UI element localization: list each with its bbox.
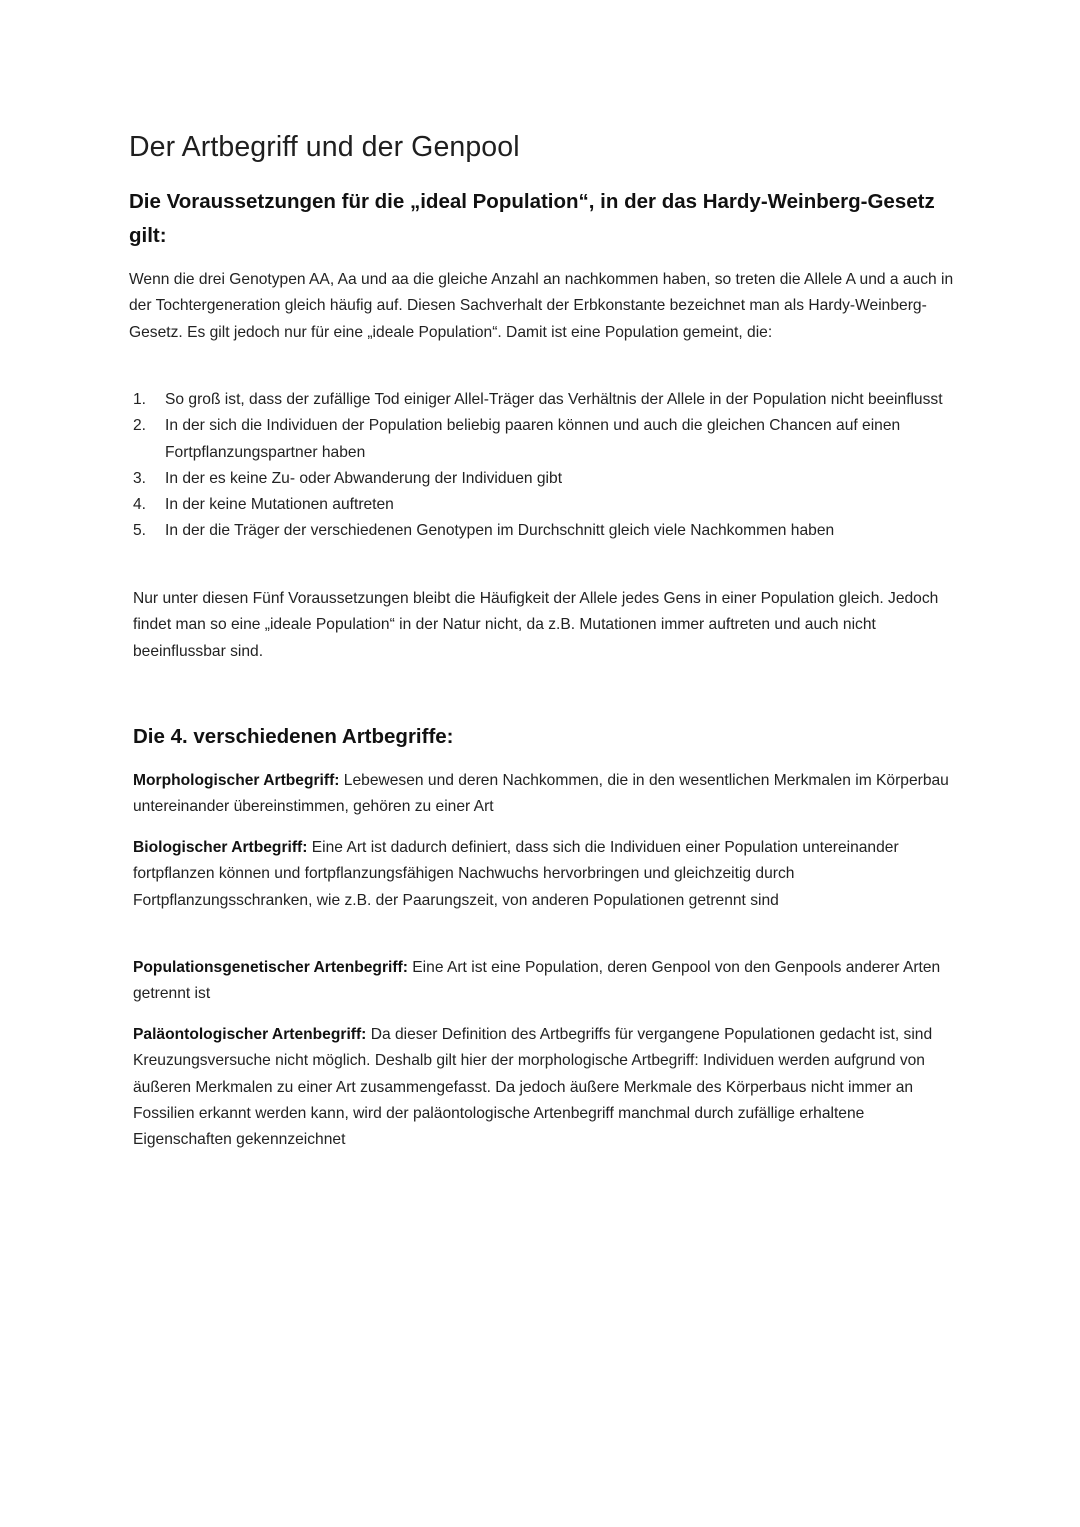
definition-text: Lebewesen und deren Nachkommen, die in den wesentlichen Merkmalen im Körperbau untereinander übereinstimmen, gehören zu einer Art	[133, 772, 949, 816]
conclusion-paragraph: Nur unter diesen Fünf Voraussetzungen bleibt die Häufigkeit der Allele jedes Gens in einer Population gleich. Jedoch findet man so eine „ideale Population“ in der Natur nicht, da z.B. Mutationen immer auftreten und auch nicht beeinflussbar sind.	[133, 590, 939, 660]
definition-term: Morphologischer Artbegriff:	[133, 772, 340, 789]
list-item	[129, 466, 959, 492]
list-item-number: 3.	[133, 469, 147, 487]
intro-paragraph: Wenn die drei Genotypen AA, Aa und aa die gleiche Anzahl an nachkommen haben, so treten die Allele A und a auch in der Tochtergeneration gleich häufig auf. Diesen Sachverhalt der Erbkonstante bezeichnet man als Hardy-Weinberg-Gesetz. Es gilt jedoch nur für eine „ideale Population“. Damit ist eine Population gemeint, die:	[129, 271, 954, 341]
list-item-text: In der es keine Zu- oder Abwanderung der Individuen gibt	[165, 469, 563, 487]
list-item-text: So groß ist, dass der zufällige Tod einiger Allel-Träger das Verhältnis der Allele in der Population nicht beeinflusst	[165, 391, 943, 408]
list-item	[129, 518, 959, 544]
section-heading-artbegriffe: Die 4. verschiedenen Artbegriffe:	[133, 725, 454, 748]
definition-term: Paläontologischer Artenbegriff:	[133, 1026, 367, 1043]
definition-text: Eine Art ist eine Population, deren Genpool von den Genpools anderer Arten getrennt ist	[133, 959, 941, 1003]
conditions-list	[129, 387, 959, 545]
definition-text: Da dieser Definition des Artbegriffs für vergangene Populationen gedacht ist, sind Kreuzungsversuche nicht möglich. Deshalb gilt hier der morphologische Artbegriff: Individuen werden aufgrund von äußeren Merkmalen zu einer Art zusammengefasst. Da jedoch äußere Merkmale des Körperbaus nicht immer an Fossilien erkannt werden kann, wird der paläontologische Artenbegriff manchmal durch zufällige erhaltene Eigenschaften gekennzeichnet	[133, 1026, 933, 1149]
definition-biologisch	[133, 835, 963, 914]
list-item-text: In der sich die Individuen der Population beliebig paaren können und auch die gleichen Chancen auf einen Fortpflanzungspartner haben	[165, 417, 901, 461]
definition-populationsgenetisch	[133, 955, 963, 1008]
definition-text: Eine Art ist dadurch definiert, dass sich die Individuen einer Population untereinander fortpflanzen können und fortpflanzungsfähigen Nachwuchs hervorbringen und gleichzeitig durch Fortpflanzungsschranken, wie z.B. der Paarungszeit, von anderen Populationen getrennt sind	[133, 839, 899, 909]
list-item-text: In der keine Mutationen auftreten	[165, 496, 394, 514]
list-item-text: In der die Träger der verschiedenen Genotypen im Durchschnitt gleich viele Nachkommen haben	[165, 522, 835, 540]
definition-palaeontologisch	[133, 1022, 963, 1153]
document-title: Der Artbegriff und der Genpool	[129, 131, 520, 163]
list-item	[129, 413, 959, 466]
list-item	[129, 492, 959, 518]
definition-term: Biologischer Artbegriff:	[133, 839, 308, 856]
list-item-number: 4.	[133, 496, 147, 514]
definition-morphologisch	[133, 768, 963, 821]
list-item	[129, 387, 959, 413]
definition-term: Populationsgenetischer Artenbegriff:	[133, 959, 408, 976]
section-heading-ideal-population: Die Voraussetzungen für die „ideal Population“, in der das Hardy-Weinberg-Gesetz gilt:	[129, 190, 935, 247]
list-item-number: 1.	[133, 391, 147, 408]
list-item-number: 5.	[133, 522, 147, 540]
list-item-number: 2.	[133, 417, 147, 435]
